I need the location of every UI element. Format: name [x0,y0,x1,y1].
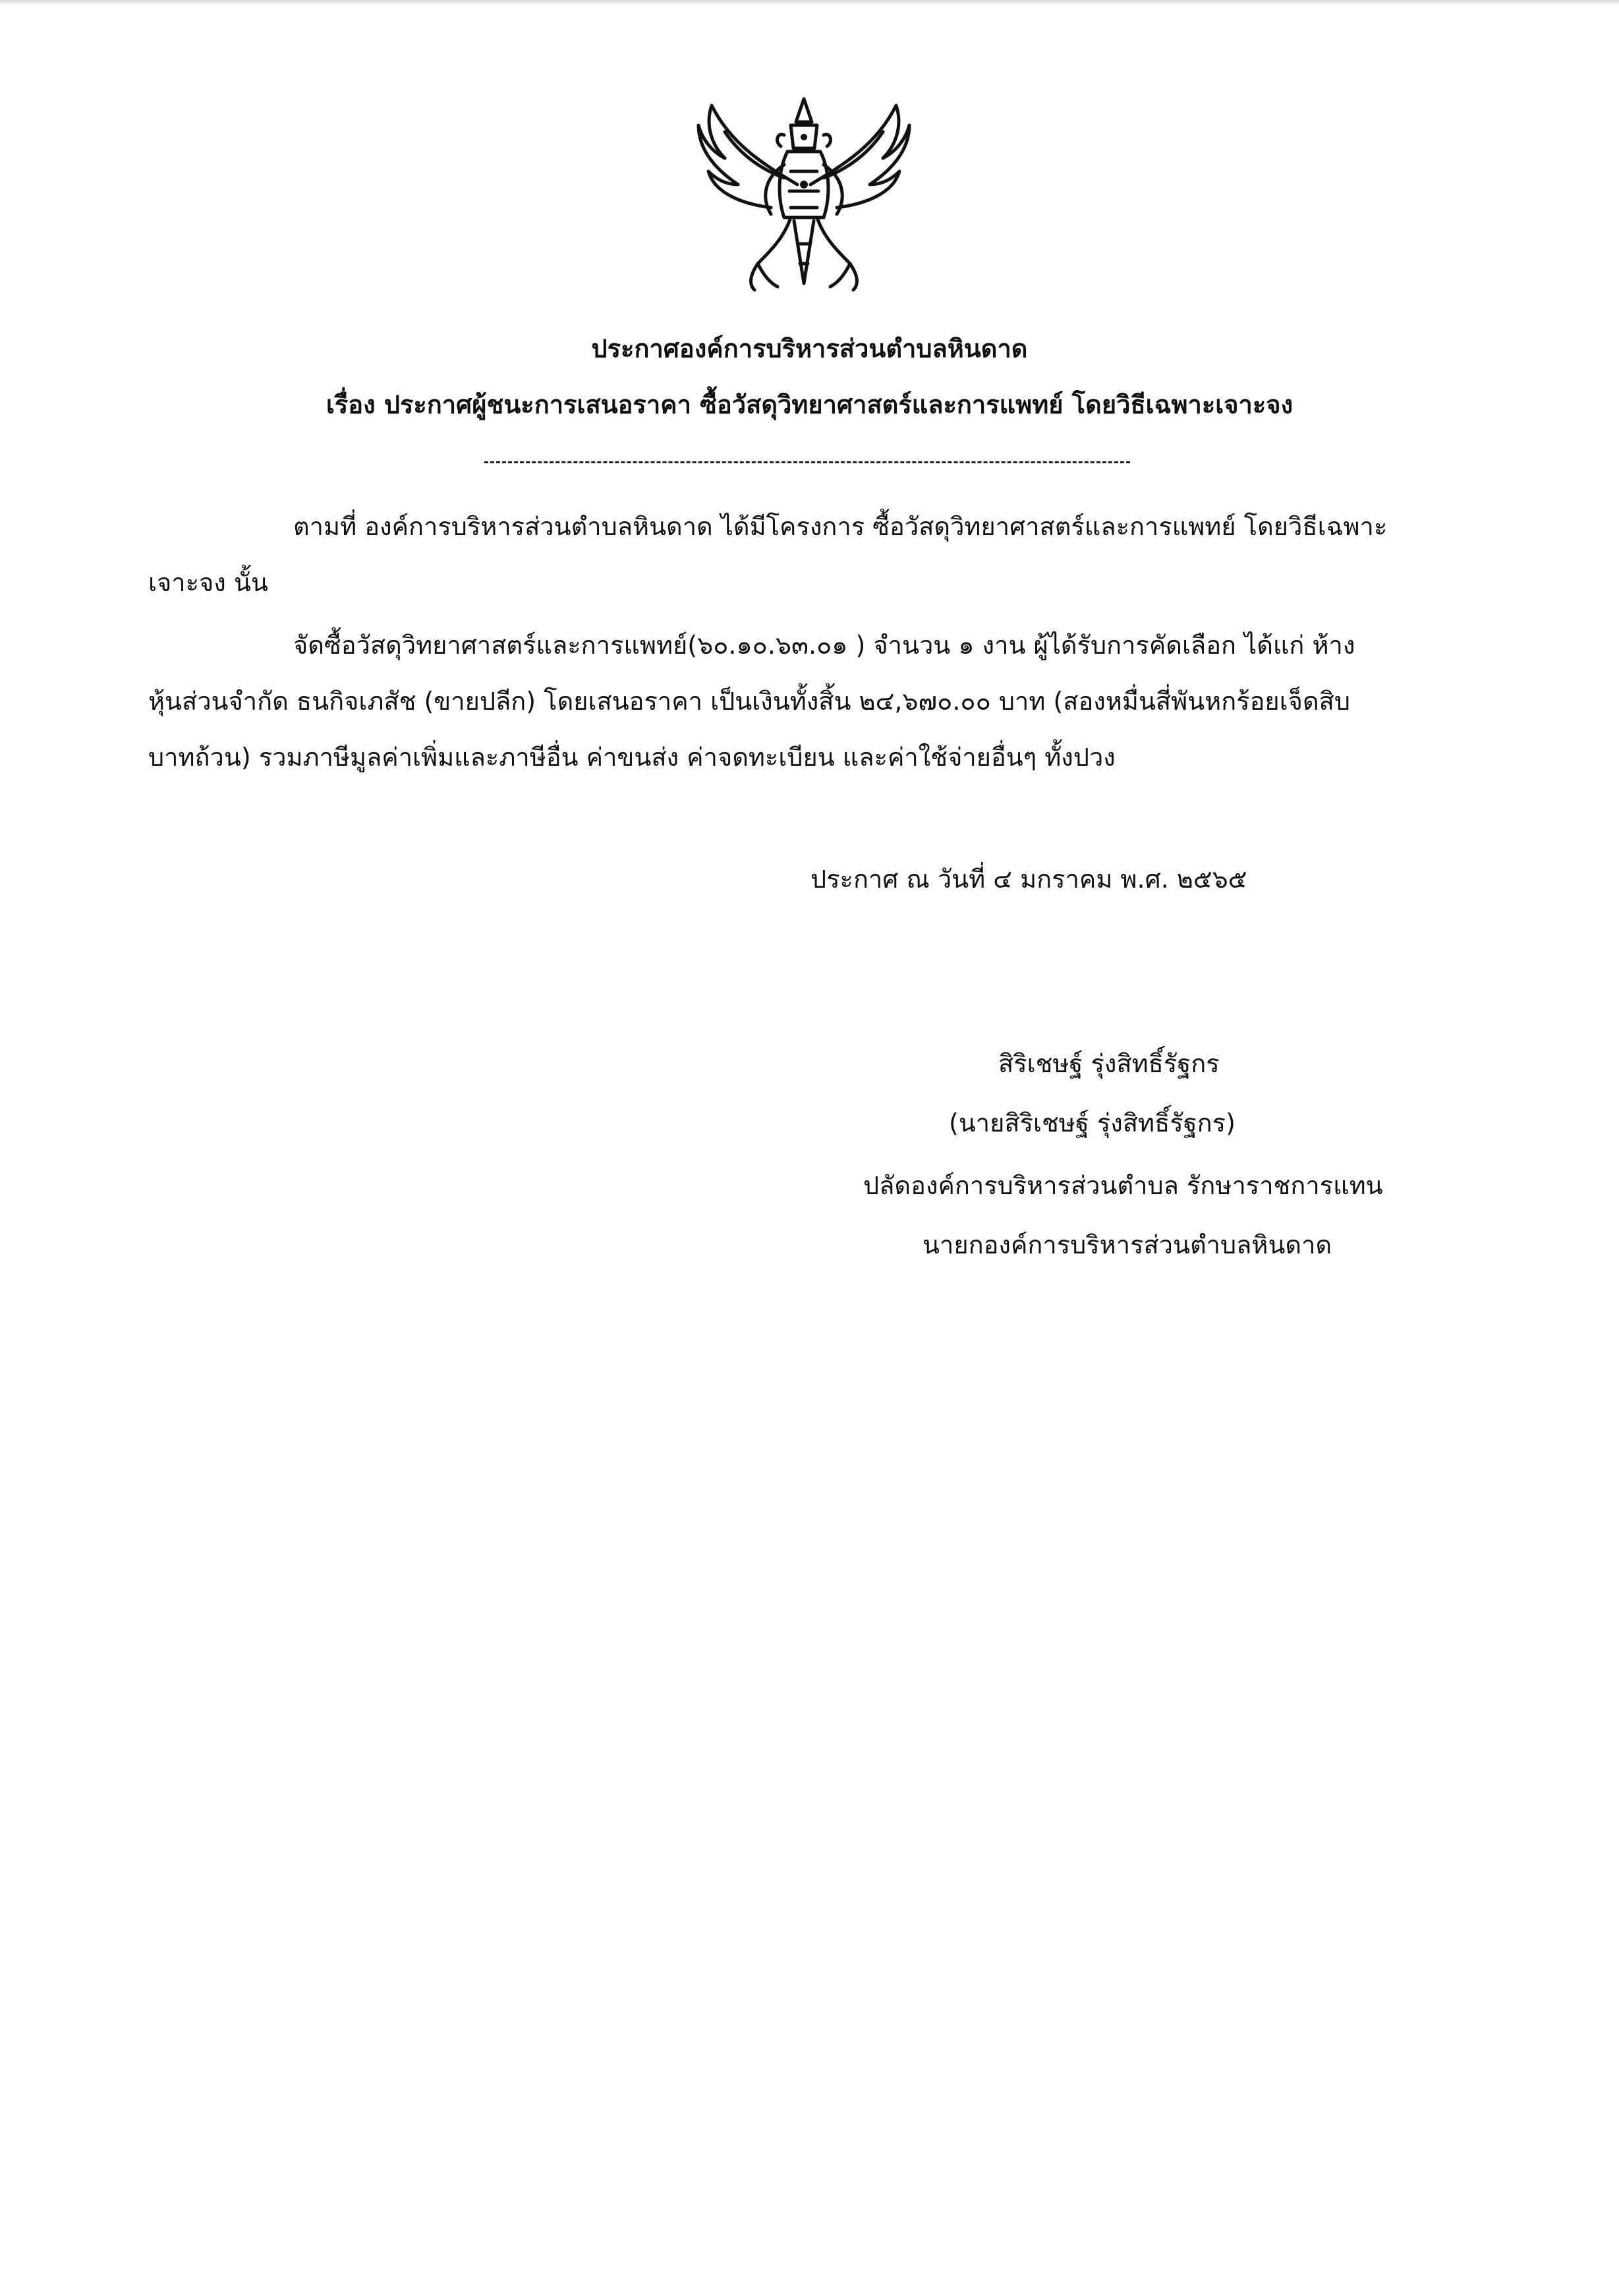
signed-name: สิริเชษฐ์ รุ่งสิทธิ์รัฐกร [998,1049,1220,1078]
subject-line: เรื่อง ประกาศผู้ชนะการเสนอราคา ซื้อวัสดุวิทยาศาสตร์และการแพทย์ โดยวิธีเฉพาะเจาะจง [326,390,1293,419]
para2-line1: จัดซื้อวัสดุวิทยาศาสตร์และการแพทย์(๖๐.๑๐.๖๓.๐๑ ) จำนวน ๑ งาน ผู้ได้รับการคัดเลือก ได้แก่ ห้าง [293,631,1355,660]
scan-edge [0,0,1619,5]
para1-line1: ตามที่ องค์การบริหารส่วนตำบลหินดาด ได้มีโครงการ ซื้อวัสดุวิทยาศาสตร์และการแพทย์ โดยวิธีเฉพาะ [293,512,1388,541]
announcement-date: ประกาศ ณ วันที่ ๔ มกราคม พ.ศ. ๒๕๖๕ [810,865,1247,894]
position-line1: ปลัดองค์การบริหารส่วนตำบล รักษาราชการแทน [863,1171,1383,1200]
dashed-divider [484,461,1130,463]
agency-title: ประกาศองค์การบริหารส่วนตำบลหินดาด [591,334,1028,363]
para1-line2: เจาะจง นั้น [148,568,268,597]
garuda-emblem-icon [685,86,923,303]
para2-line2: หุ้นส่วนจำกัด ธนกิจเภสัช (ขายปลีก) โดยเสนอราคา เป็นเงินทั้งสิ้น ๒๔,๖๗๐.๐๐ บาท (สองหมื่นสี่พันหกร้อยเจ็ดสิบ [148,687,1350,716]
printed-name: (นายสิริเชษฐ์ รุ่งสิทธิ์รัฐกร) [949,1108,1236,1137]
para2-line3: บาทถ้วน) รวมภาษีมูลค่าเพิ่มและภาษีอื่น ค่าขนส่ง ค่าจดทะเบียน และค่าใช้จ่ายอื่นๆ ทั้งปวง [148,743,1116,772]
position-line2: นายกองค์การบริหารส่วนตำบลหินดาด [923,1230,1332,1259]
